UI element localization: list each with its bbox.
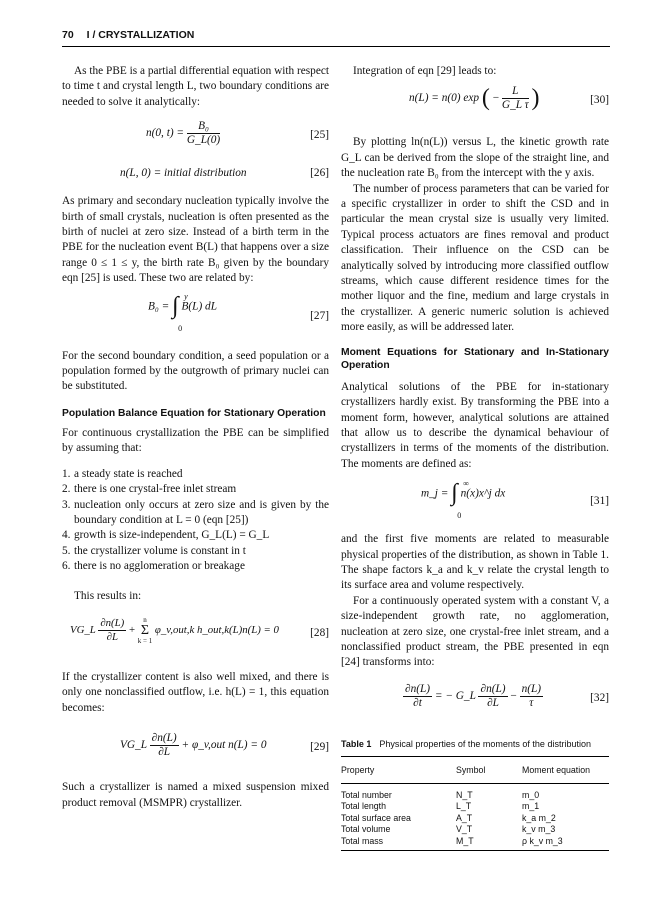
table-cell: N_T (456, 789, 473, 800)
eq32-denominator-1: ∂t (413, 696, 422, 709)
eq28-numerator: ∂n(L) (100, 616, 125, 629)
equation-27 (62, 287, 329, 341)
moments-table (341, 757, 609, 851)
integral-sign: ∫ (172, 292, 179, 319)
eq29-rest: + φ_v,out n(L) = 0 (181, 739, 267, 752)
eq27-body: B(L) dL (181, 299, 217, 312)
paragraph: Analytical solutions of the PBE for in-stationary crystallizers hardly exist. By transforming the PBE into a moment form, however, analytical solutions are attained that allow us to describe the dynamical behaviour of crystallizers in terms of the moments of the distribution. The moments are defined as: (341, 380, 609, 470)
table-caption-text: Physical properties of the moments of the distribution (379, 738, 591, 749)
list-number: 5. (62, 544, 71, 557)
eq29-numerator: ∂n(L) (151, 732, 177, 745)
paragraph: By plotting ln(n(L)) versus L, the kinetic growth rate G_L can be derived from the slope of the straight line, and the nucleation rate B₀ from the intercept with the y axis. (341, 136, 609, 180)
table-cell: M_T (456, 836, 522, 851)
list-item (62, 528, 329, 543)
table-caption (341, 737, 609, 757)
list-number: 2. (62, 483, 71, 496)
table-cell: A_T (456, 812, 473, 823)
table-row (341, 824, 609, 836)
eq32-number: [32] (590, 691, 609, 704)
eq32-numerator-2: ∂n(L) (480, 682, 506, 695)
table-cell: ρ k_v m_3 (522, 836, 609, 851)
eq30-denominator: G_L τ (501, 99, 529, 112)
column-header: Property (341, 757, 456, 783)
paragraph: This results in: (74, 589, 142, 602)
eq31-body: n(x)x^j dx (460, 487, 506, 500)
table-header-row (341, 757, 609, 783)
list-text: nucleation only occurs at zero size and is given by the boundary condition at L = 0 (eqn [25]) (74, 498, 329, 526)
equation-30: n(L) = n(0) exp ( − $\frac{L}{\text{G\_L τ}}$ ) [30] (409, 85, 609, 112)
page-number: 70 (62, 29, 74, 41)
assumption-list (62, 467, 329, 575)
table-cell: Total number (341, 789, 392, 800)
eq30-number: [30] (590, 94, 609, 107)
eq30-numerator: L (502, 85, 529, 99)
eq26-body: n(L, 0) = initial distribution (120, 167, 247, 180)
paragraph: and the first five moments are related to measurable physical properties of the distribution, as shown in Table 1. The shape factors k_a and k_v relate the crystal length to its surface area and volume respectively. (341, 533, 609, 592)
eq27-lower-limit: 0 (178, 323, 183, 333)
eq28-denominator: ∂L (106, 630, 118, 643)
equation-29 (62, 716, 329, 776)
table-cell: Total mass (341, 836, 456, 851)
table-label: Table 1 (341, 738, 372, 749)
eq28-sum-upper: n (143, 615, 147, 624)
running-header (62, 29, 610, 47)
list-text: a steady state is reached (74, 467, 183, 480)
paragraph: The number of process parameters that can be varied for a specific crystallizer in order to shift the CSD and in particular the mean crystal size is usually very limited. Typical process actuators are fines removal and product classification. Their influence on the CSD can be analytically solved by introducing more classified outflow streams, which cause different residence times for the mother liquor and the fine, medium and large crystals in the crystallizer. A generic numeric solution is achieved more easily, as will be addressed later. (341, 182, 609, 334)
eq27-number: [27] (310, 309, 329, 322)
paragraph: For the second boundary condition, a seed population or a population formed by the outgrowth of primary nuclei can be substituted. (62, 349, 329, 393)
paragraph: For continuous crystallization the PBE can be simplified by assuming that: (62, 426, 329, 455)
section-heading: Moment Equations for Stationary and In-Stationary Operation (341, 346, 609, 371)
eq28-number: [28] (310, 626, 329, 639)
integral-sign: ∫ (451, 480, 458, 507)
table-cell: V_T (456, 824, 473, 835)
list-text: growth is size-independent, G_L(L) = G_L (74, 529, 270, 542)
paragraph: As the PBE is a partial differential equation with respect to time t and crystal length L, two boundary conditions are needed to solve it analytically: (62, 65, 329, 108)
column-header: Symbol (456, 757, 522, 783)
list-number: 6. (62, 560, 71, 573)
eq25-number: [25] (310, 129, 329, 142)
list-text: there is no agglomeration or breakage (74, 560, 245, 573)
section-title: I / CRYSTALLIZATION (86, 29, 195, 41)
equation-28: VG_L $\frac{\partial n(L)}{\partial L}$ + n Σ k = 1 φ_v,out,k h_out,k(L)n(L) = 0 [28] (70, 615, 329, 645)
eq28-prefix: VG_L (70, 623, 96, 636)
paragraph: For a continuously operated system with a constant V, a size-independent growth rate, no agglomeration, nucleation at zero size, one crystal-free inlet stream, and a nonclassified product stream, the PBE presented in eqn [24] transforms into: (341, 594, 609, 669)
eq25-denominator: G_L(0) (186, 134, 221, 147)
eq32-mid: = − G_L (434, 689, 476, 702)
table-row (341, 783, 609, 801)
paragraph: Such a crystallizer is named a mixed suspension mixed product removal (MSMPR) crystallizer. (62, 781, 329, 809)
eq29-denominator: ∂L (158, 746, 171, 759)
eq32-numerator-3: n(L) (521, 682, 542, 695)
eq28-rest: φ_v,out,k h_out,k(L)n(L) = 0 (154, 623, 279, 636)
list-number: 1. (62, 467, 71, 480)
list-number: 3. (62, 498, 71, 511)
equation-25 (62, 110, 329, 158)
eq30-lhs: n(L) = n(0) exp (409, 92, 480, 105)
eq32-denominator-3: τ (529, 696, 534, 709)
list-item (62, 559, 329, 574)
list-item (62, 482, 329, 497)
table-cell: m_1 (522, 801, 540, 812)
eq28-sum-lower: k = 1 (137, 636, 153, 645)
table-cell: Total volume (341, 824, 391, 835)
table-cell: Total length (341, 801, 386, 812)
eq27-lhs: B₀ = (148, 299, 170, 312)
table-cell: Total surface area (341, 812, 411, 823)
eq32-numerator-1: ∂n(L) (405, 682, 431, 695)
right-column (341, 64, 609, 851)
section-heading: Population Balance Equation for Stationary Operation (62, 407, 326, 419)
column-header: Moment equation (522, 757, 609, 783)
eq32-denominator-2: ∂L (487, 696, 499, 709)
table-cell: k_a m_2 (522, 812, 556, 823)
table-cell: m_0 (522, 789, 540, 800)
list-item (62, 467, 329, 482)
paragraph: As primary and secondary nucleation typically involve the birth of small crystals, nucleation is often presented as the birth of nuclei at zero size. Instead of a birth term in the PBE for the nucleation event B(L) that happens over a size range 0 ≤ 1 ≤ y, the birth rate B₀ given by the boundary eqn [25] is used. These two are related by: (62, 195, 329, 285)
equation-32: $\frac{\partial n(L)}{\partial t}$ = − G_L $\frac{\partial n(L)}{\partial L}$ − $\frac{n(L)}{\tau}$ [32] (405, 682, 609, 709)
list-text: the crystallizer volume is constant in t (74, 544, 246, 557)
equation-31 (341, 472, 609, 528)
paragraph: Integration of eqn [29] leads to: (353, 65, 497, 77)
eq29-prefix: VG_L (120, 739, 147, 752)
list-item (62, 498, 329, 529)
eq25-numerator: B₀ (187, 120, 220, 134)
eq31-upper-limit: ∞ (463, 479, 469, 489)
equation-26 (62, 158, 329, 188)
list-number: 4. (62, 529, 71, 542)
list-item (62, 544, 329, 559)
eq31-lower-limit: 0 (457, 511, 462, 521)
sum-sign: Σ (140, 622, 150, 638)
left-column (62, 64, 329, 811)
eq29-number: [29] (310, 741, 329, 754)
table-row (341, 801, 609, 813)
eq31-lhs: m_j = (421, 487, 449, 500)
eq25-lhs: n(0, t) = (146, 127, 185, 140)
table-row (341, 813, 609, 825)
table-cell: k_v m_3 (522, 824, 556, 835)
table-row (341, 836, 609, 851)
list-text: there is one crystal-free inlet stream (74, 483, 237, 496)
table-cell: L_T (456, 801, 472, 812)
eq26-number: [26] (310, 167, 329, 180)
eq27-upper-limit: y (184, 291, 188, 301)
eq31-number: [31] (590, 495, 609, 508)
paragraph: If the crystallizer content is also well mixed, and there is only one nonclassified outflow, i.e. h(L) = 1, this equation becomes: (62, 670, 329, 714)
